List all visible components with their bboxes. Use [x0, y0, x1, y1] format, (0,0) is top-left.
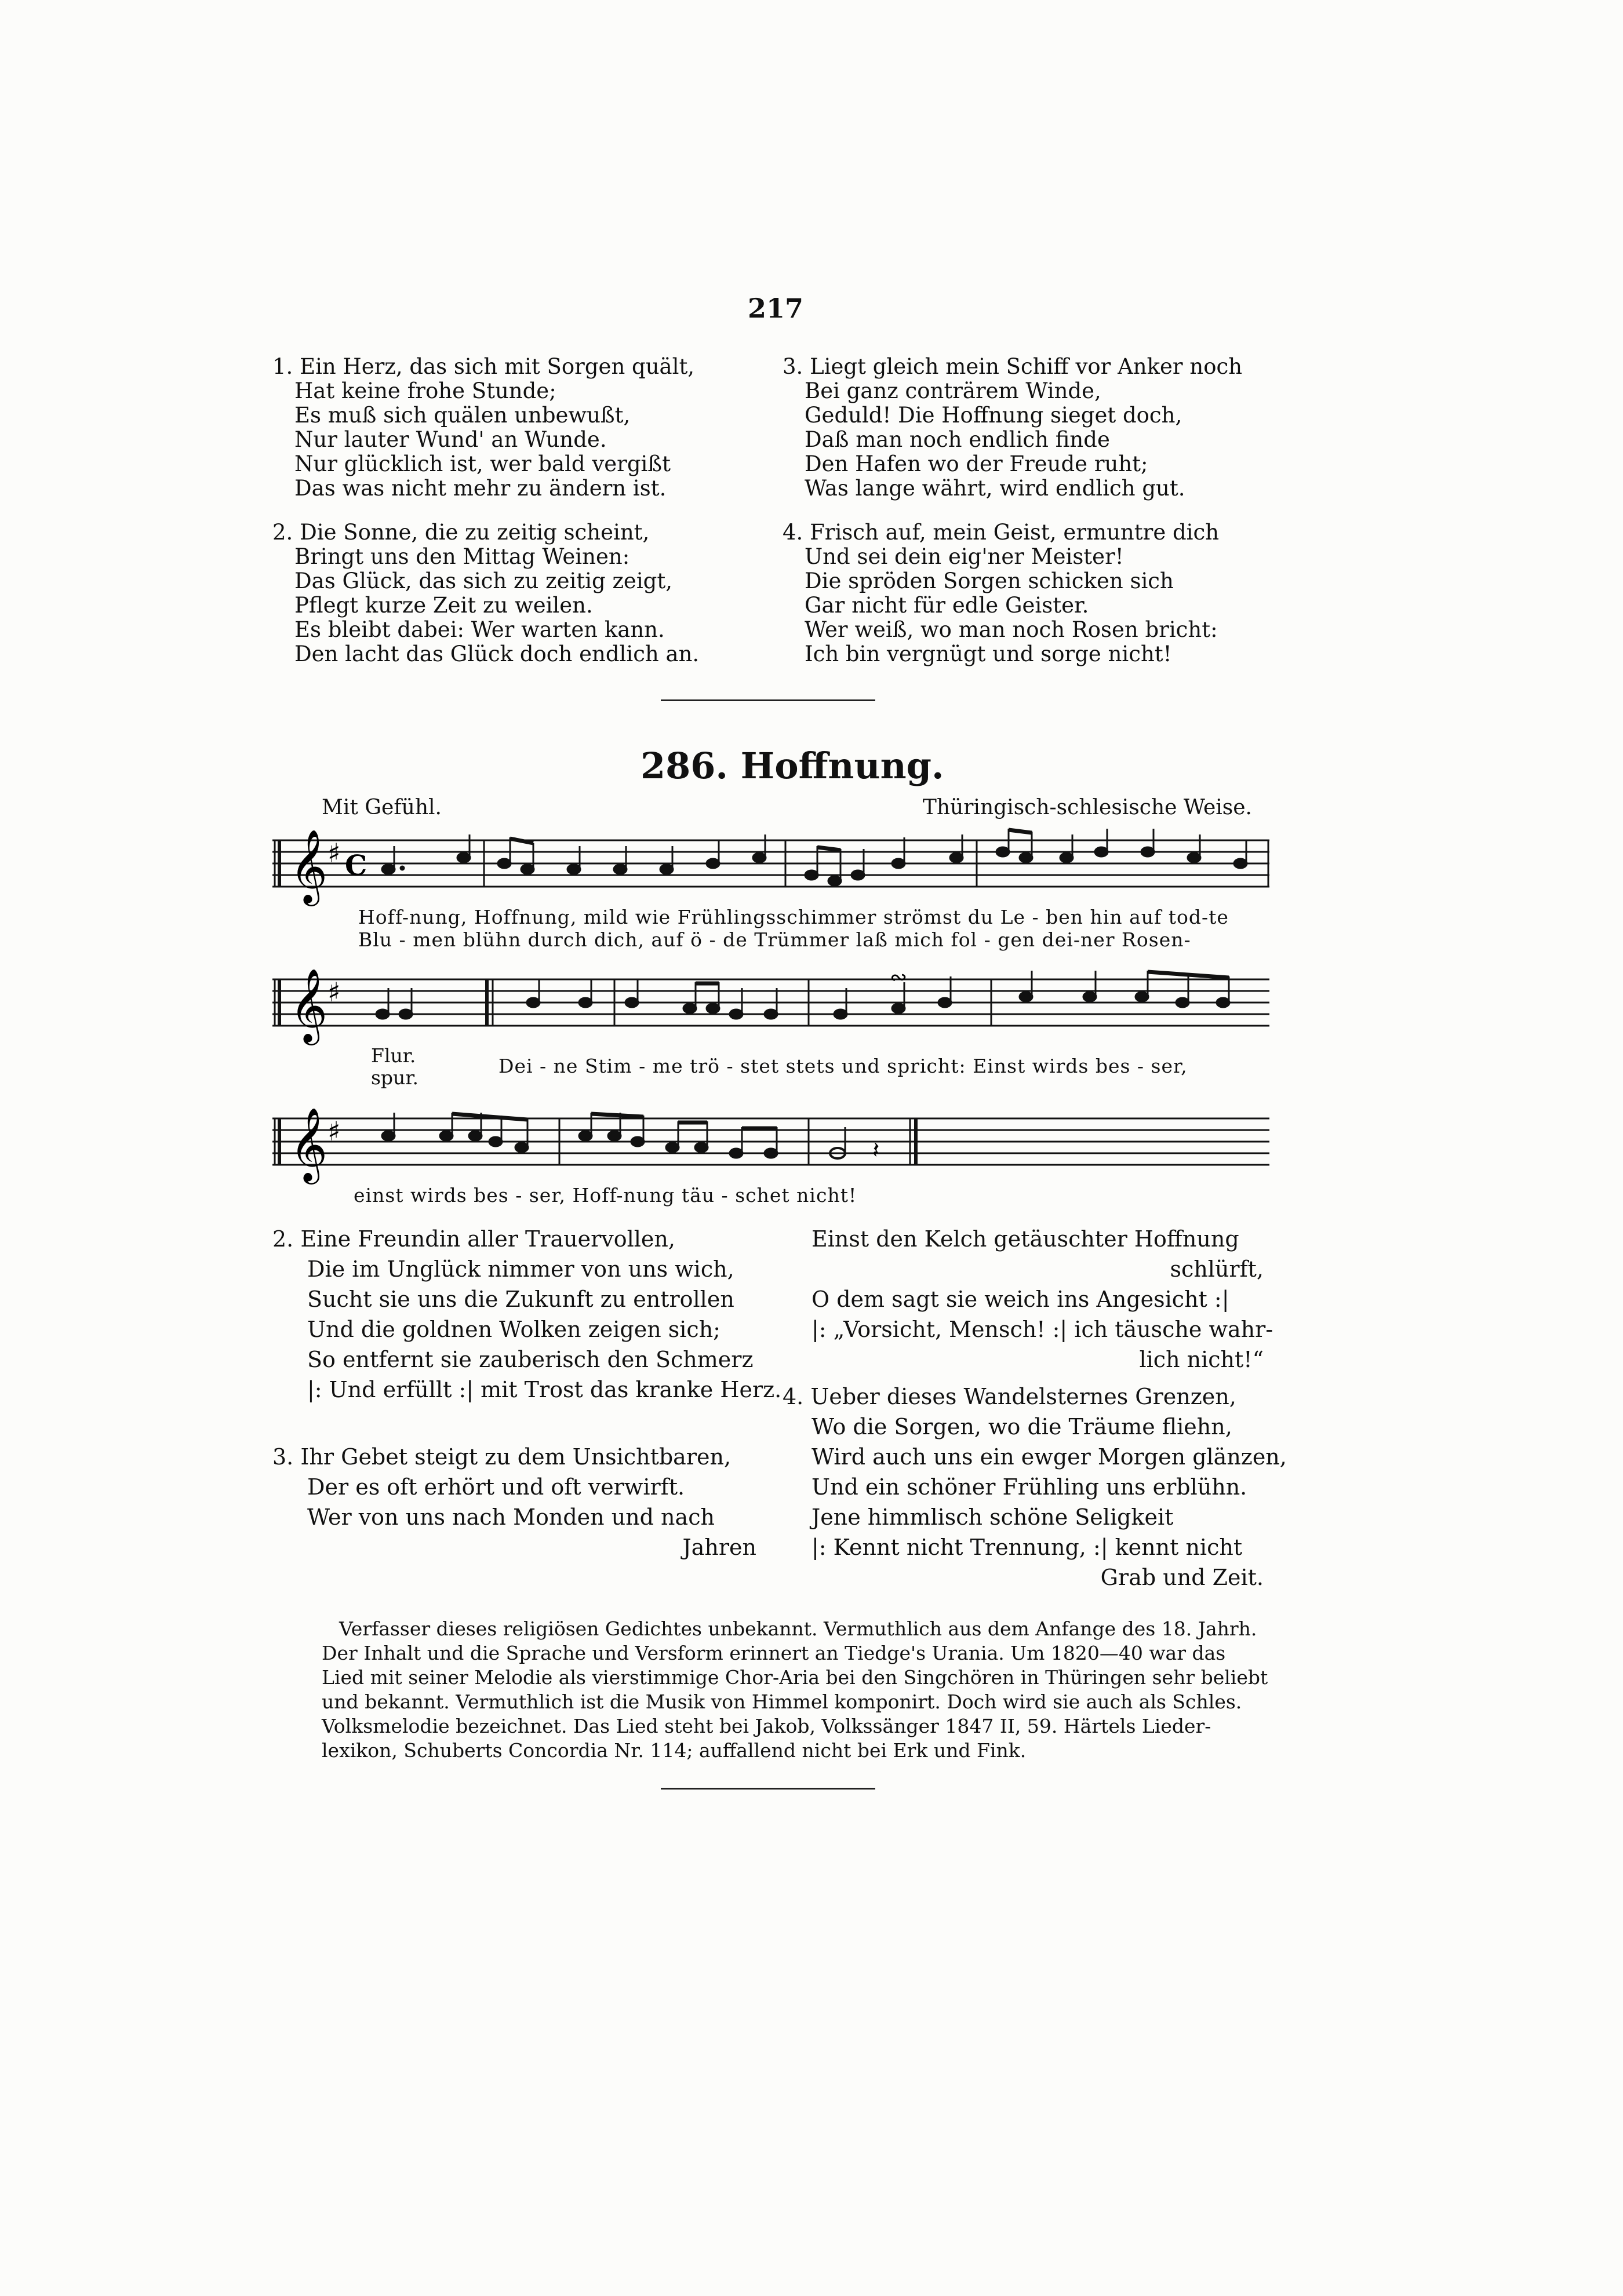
stanza-line: Jene himmlisch schöne Seligkeit [812, 1504, 1174, 1530]
verse-line: Pflegt kurze Zeit zu weilen. [294, 593, 593, 618]
verse-number: 1. [272, 354, 293, 379]
verse-line: Was lange währt, wird endlich gut. [805, 476, 1185, 501]
svg-text:𝄞: 𝄞 [290, 1107, 328, 1181]
stanza-4 [783, 1382, 1287, 1592]
note-line: Verfasser dieses religiösen Gedichtes unbekannt. Vermuthlich aus dem Anfange des 18. Jahrh. [339, 1617, 1257, 1640]
tune-source: Thüringisch-schlesische Weise. [922, 796, 1252, 819]
tempo-marking: Mit Gefühl. [322, 796, 442, 819]
stanza-line: O dem sagt sie weich ins Angesicht :| [812, 1287, 1229, 1312]
verse-line: Die spröden Sorgen schicken sich [805, 568, 1174, 593]
verse-number: 3. [783, 354, 803, 379]
verse-line: Und sei dein eig'ner Meister! [805, 544, 1124, 569]
stanza-2 [272, 1224, 781, 1405]
bottom-divider [661, 1788, 875, 1790]
music-staff-3 [272, 1101, 1275, 1182]
stanza-3-continued [812, 1224, 1273, 1375]
verse-line: Es bleibt dabei: Wer warten kann. [294, 617, 665, 642]
stanza-line: Wer von uns nach Monden und nach [307, 1504, 715, 1530]
top-verse-2 [272, 520, 699, 666]
stanza-line: lich nicht!“ [1139, 1347, 1264, 1372]
stanza-number: 3. [272, 1444, 294, 1470]
verse-line: Wer weiß, wo man noch Rosen bricht: [805, 617, 1218, 642]
stanza-line: Und ein schöner Frühling uns erblühn. [812, 1474, 1247, 1500]
svg-text:♯: ♯ [327, 976, 341, 1008]
stanza-line: |: Kennt nicht Trennung, :| kennt nicht [812, 1535, 1243, 1560]
verse-line: Ein Herz, das sich mit Sorgen quält, [300, 354, 695, 379]
verse-number: 4. [783, 520, 803, 545]
stanza-line: So entfernt sie zauberisch den Schmerz [307, 1347, 754, 1372]
svg-text:♯: ♯ [327, 1116, 341, 1147]
verse-line: Den lacht das Glück doch endlich an. [294, 642, 700, 666]
svg-text:𝄞: 𝄞 [290, 968, 328, 1042]
verse-line: Frisch auf, mein Geist, ermuntre dich [810, 520, 1220, 545]
lyrics-row2-a1: Flur. [371, 1044, 416, 1067]
song-name: Hoffnung. [740, 745, 944, 787]
stanza-line: Wo die Sorgen, wo die Träume fliehn, [812, 1414, 1232, 1439]
verse-line: Das Glück, das sich zu zeitig zeigt, [294, 568, 672, 593]
lyrics-row2-a2: spur. [371, 1066, 419, 1089]
verse-line: Das was nicht mehr zu ändern ist. [294, 476, 667, 501]
page-number: 217 [748, 293, 804, 324]
music-staff-1 [272, 823, 1275, 904]
verse-line: Den Hafen wo der Freude ruht; [805, 451, 1148, 476]
stanza-number: 2. [272, 1226, 294, 1252]
stanza-line: Die im Unglück nimmer von uns wich, [307, 1256, 734, 1282]
verse-line: Liegt gleich mein Schiff vor Anker noch [810, 354, 1243, 379]
verse-line: Geduld! Die Hoffnung sieget doch, [805, 403, 1182, 428]
verse-line: Daß man noch endlich finde [805, 427, 1110, 452]
verse-line: Nur glücklich ist, wer bald vergißt [294, 451, 671, 476]
music-staff-2 [272, 962, 1275, 1043]
stanza-line: Eine Freundin aller Trauervollen, [300, 1226, 675, 1252]
stanza-line: Einst den Kelch getäuschter Hoffnung [812, 1226, 1239, 1252]
verse-line: Ich bin vergnügt und sorge nicht! [805, 642, 1172, 666]
lyrics-row1-b: Blu - men blühn durch dich, auf ö - de Trümmer laß mich fol - gen dei-ner Rosen- [358, 928, 1191, 951]
song-title [641, 745, 944, 787]
verse-line: Bringt uns den Mittag Weinen: [294, 544, 630, 569]
stanza-line: Jahren [682, 1535, 756, 1560]
note-line: Lied mit seiner Melodie als vierstimmige Chor-Aria bei den Singchören in Thüringen sehr beliebt [322, 1666, 1268, 1689]
svg-text:𝄞: 𝄞 [290, 829, 328, 903]
note-line: Der Inhalt und die Sprache und Versform erinnert an Tiedge's Urania. Um 1820—40 war das [322, 1642, 1226, 1664]
stanza-line: schlürft, [1170, 1256, 1264, 1282]
stanza-line: |: „Vorsicht, Mensch! :| ich täusche wahr- [812, 1317, 1273, 1342]
top-verse-3 [783, 355, 1242, 501]
stanza-line: Grab und Zeit. [1100, 1565, 1264, 1590]
stanza-line: Ihr Gebet steigt zu dem Unsichtbaren, [300, 1444, 732, 1470]
svg-text:∾: ∾ [890, 965, 908, 989]
section-divider [661, 699, 875, 701]
stanza-line: |: Und erfüllt :| mit Trost das kranke Herz. [307, 1377, 782, 1402]
note-line: Volksmelodie bezeichnet. Das Lied steht bei Jakob, Volkssänger 1847 II, 59. Härtels Lieder- [322, 1715, 1211, 1737]
verse-line: Nur lauter Wund' an Wunde. [294, 427, 607, 452]
top-verse-4 [783, 520, 1219, 666]
stanza-line: Wird auch uns ein ewger Morgen glänzen, [812, 1444, 1287, 1470]
stanza-number: 4. [783, 1384, 804, 1409]
lyrics-row3: einst wirds bes - ser, Hoff-nung täu - schet nicht! [354, 1184, 857, 1207]
verse-number: 2. [272, 520, 293, 545]
lyrics-row1-a: Hoff-nung, Hoffnung, mild wie Frühlingsschimmer strömst du Le - ben hin auf tod-te [358, 906, 1229, 928]
top-verse-1 [272, 355, 694, 501]
stanza-line: Sucht sie uns die Zukunft zu entrollen [307, 1287, 734, 1312]
song-number: 286. [641, 745, 729, 787]
svg-text:𝄽: 𝄽 [872, 1137, 880, 1164]
stanza-line: Ueber dieses Wandelsternes Grenzen, [810, 1384, 1236, 1409]
svg-text:C: C [345, 850, 367, 882]
stanza-line: Und die goldnen Wolken zeigen sich; [307, 1317, 720, 1342]
source-notes [322, 1617, 1319, 1763]
svg-text:♯: ♯ [327, 837, 341, 869]
verse-line: Gar nicht für edle Geister. [805, 593, 1089, 618]
note-line: und bekannt. Vermuthlich ist die Musik von Himmel komponirt. Doch wird sie auch als Schles. [322, 1690, 1242, 1713]
verse-line: Es muß sich quälen unbewußt, [294, 403, 631, 428]
stanza-3 [272, 1442, 756, 1562]
lyrics-row2-b: Dei - ne Stim - me trö - stet stets und spricht: Einst wirds bes - ser, [498, 1055, 1188, 1077]
verse-line: Bei ganz conträrem Winde, [805, 378, 1101, 403]
stanza-line: Der es oft erhört und oft verwirft. [307, 1474, 685, 1500]
verse-line: Die Sonne, die zu zeitig scheint, [300, 520, 650, 545]
note-line: lexikon, Schuberts Concordia Nr. 114; auffallend nicht bei Erk und Fink. [322, 1739, 1027, 1762]
verse-line: Hat keine frohe Stunde; [294, 378, 556, 403]
